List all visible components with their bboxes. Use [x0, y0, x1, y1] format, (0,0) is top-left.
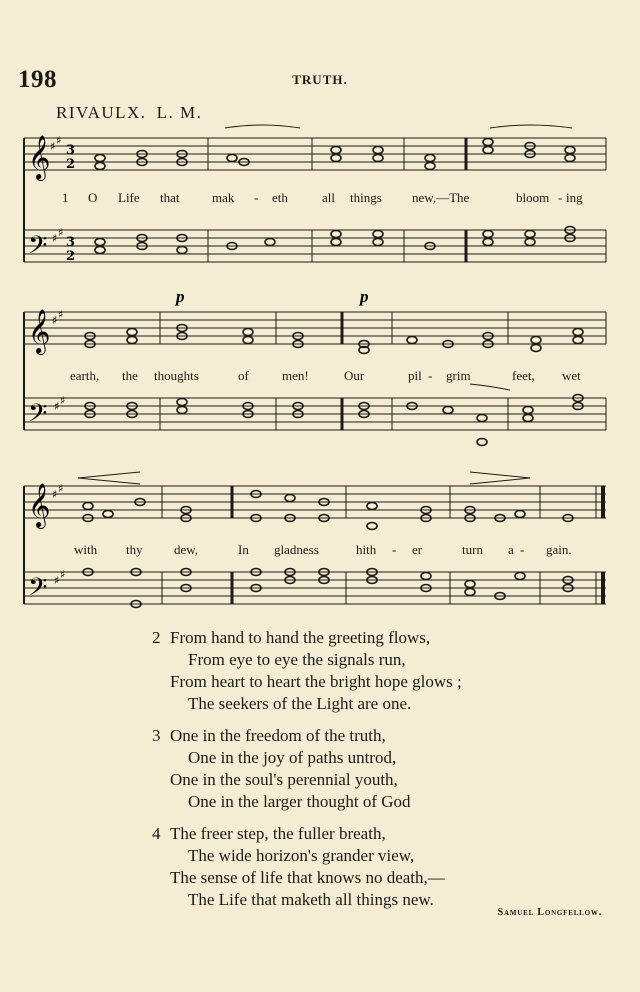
lyric-syllable: with — [74, 542, 98, 557]
lyric-syllable: eth — [272, 190, 288, 205]
lyric-syllable: Our — [344, 368, 365, 383]
music-system-1 — [0, 120, 640, 280]
verse-line: One in the soul's perennial youth, — [170, 770, 398, 789]
svg-text:♯: ♯ — [56, 134, 62, 147]
dynamic-marking: p — [176, 287, 185, 306]
lyric-syllable: the — [122, 368, 138, 383]
dynamic-marking: p — [360, 287, 369, 306]
lyric-syllable: - — [520, 542, 525, 557]
lyric-syllable: bloom — [516, 190, 550, 205]
music-system-2 — [0, 286, 640, 456]
lyric-syllable: that — [160, 190, 180, 205]
lyric-syllable: - — [254, 190, 259, 205]
lyric-syllable: things — [350, 190, 382, 205]
svg-text:♯: ♯ — [60, 568, 66, 581]
lyric-syllable: mak — [212, 190, 235, 205]
lyric-syllable: er — [412, 542, 423, 557]
lyric-syllable: grim — [446, 368, 471, 383]
verse-line: The Life that maketh all things new. — [188, 890, 434, 909]
lyric-syllable: wet — [562, 368, 581, 383]
lyric-syllable: - — [428, 368, 433, 383]
svg-text:2: 2 — [66, 249, 76, 264]
lyric-syllable: - — [558, 190, 563, 205]
svg-text:𝄞: 𝄞 — [28, 309, 51, 353]
tune-meter: L. M. — [156, 103, 203, 122]
svg-text:♯: ♯ — [50, 140, 56, 153]
lyric-syllable: thoughts — [154, 368, 199, 383]
verse-line: The seekers of the Light are one. — [188, 694, 412, 713]
lyric-syllable: all — [322, 190, 335, 205]
lyric-syllable: Life — [118, 190, 140, 205]
lyric-syllable: gain. — [546, 542, 572, 557]
verse-number: 4 — [152, 824, 161, 843]
verse-line: From heart to heart the bright hope glows ; — [170, 672, 462, 691]
svg-text:♯: ♯ — [52, 232, 58, 245]
lyric-syllable: of — [238, 368, 249, 383]
svg-text:2: 2 — [66, 157, 76, 172]
lyric-syllable: - — [392, 542, 397, 557]
svg-text:♯: ♯ — [58, 482, 64, 495]
lyric-syllable: ing — [566, 190, 583, 205]
svg-text:𝄢: 𝄢 — [28, 573, 48, 608]
svg-text:♯: ♯ — [52, 314, 58, 327]
verse-number: 2 — [152, 628, 161, 647]
verse-line: The wide horizon's grander view, — [188, 846, 415, 865]
svg-text:♯: ♯ — [58, 226, 64, 239]
lyric-syllable: thy — [126, 542, 143, 557]
svg-text:♯: ♯ — [52, 488, 58, 501]
lyric-syllable: men! — [282, 368, 309, 383]
lyric-syllable: feet, — [512, 368, 535, 383]
lyric-syllable: new,—The — [412, 190, 470, 205]
svg-text:♯: ♯ — [54, 574, 60, 587]
tune-name: RIVAULX. — [56, 103, 147, 122]
svg-text:𝄞: 𝄞 — [28, 483, 51, 527]
lyric-syllable: O — [88, 190, 98, 205]
verse-line: The freer step, the fuller breath, — [170, 824, 386, 843]
staff-system-3 — [0, 460, 640, 620]
svg-text:3: 3 — [66, 143, 76, 158]
verse-line: One in the larger thought of God — [188, 792, 411, 811]
verse-line: From eye to eye the signals run, — [188, 650, 406, 669]
svg-text:♯: ♯ — [60, 394, 66, 407]
running-head: TRUTH. — [292, 72, 348, 87]
verse-line: The sense of life that knows no death,— — [170, 868, 445, 887]
svg-text:𝄞: 𝄞 — [28, 135, 51, 179]
svg-text:3: 3 — [66, 235, 76, 250]
verse-line: One in the freedom of the truth, — [170, 726, 386, 745]
page-number: 198 — [18, 66, 57, 93]
hymn-author: Samuel Longfellow. — [497, 907, 602, 918]
verse-line: One in the joy of paths untrod, — [188, 748, 397, 767]
verse-number: 3 — [152, 726, 161, 745]
lyric-syllable: In — [238, 542, 249, 557]
lyric-syllable: pil — [408, 368, 422, 383]
svg-text:𝄢: 𝄢 — [28, 231, 48, 266]
lyric-syllable: a — [508, 542, 514, 557]
lyric-syllable: gladness — [274, 542, 319, 557]
music-system-3 — [0, 460, 640, 620]
lyric-syllable: turn — [462, 542, 483, 557]
verse-line: From hand to hand the greeting flows, — [170, 628, 431, 647]
lyric-syllable: earth, — [70, 368, 100, 383]
lyric-syllable: hith — [356, 542, 377, 557]
svg-text:♯: ♯ — [54, 400, 60, 413]
svg-text:♯: ♯ — [58, 308, 64, 321]
lyric-syllable: 1 — [62, 190, 69, 205]
svg-text:𝄢: 𝄢 — [28, 399, 48, 434]
lyric-syllable: dew, — [174, 542, 199, 557]
